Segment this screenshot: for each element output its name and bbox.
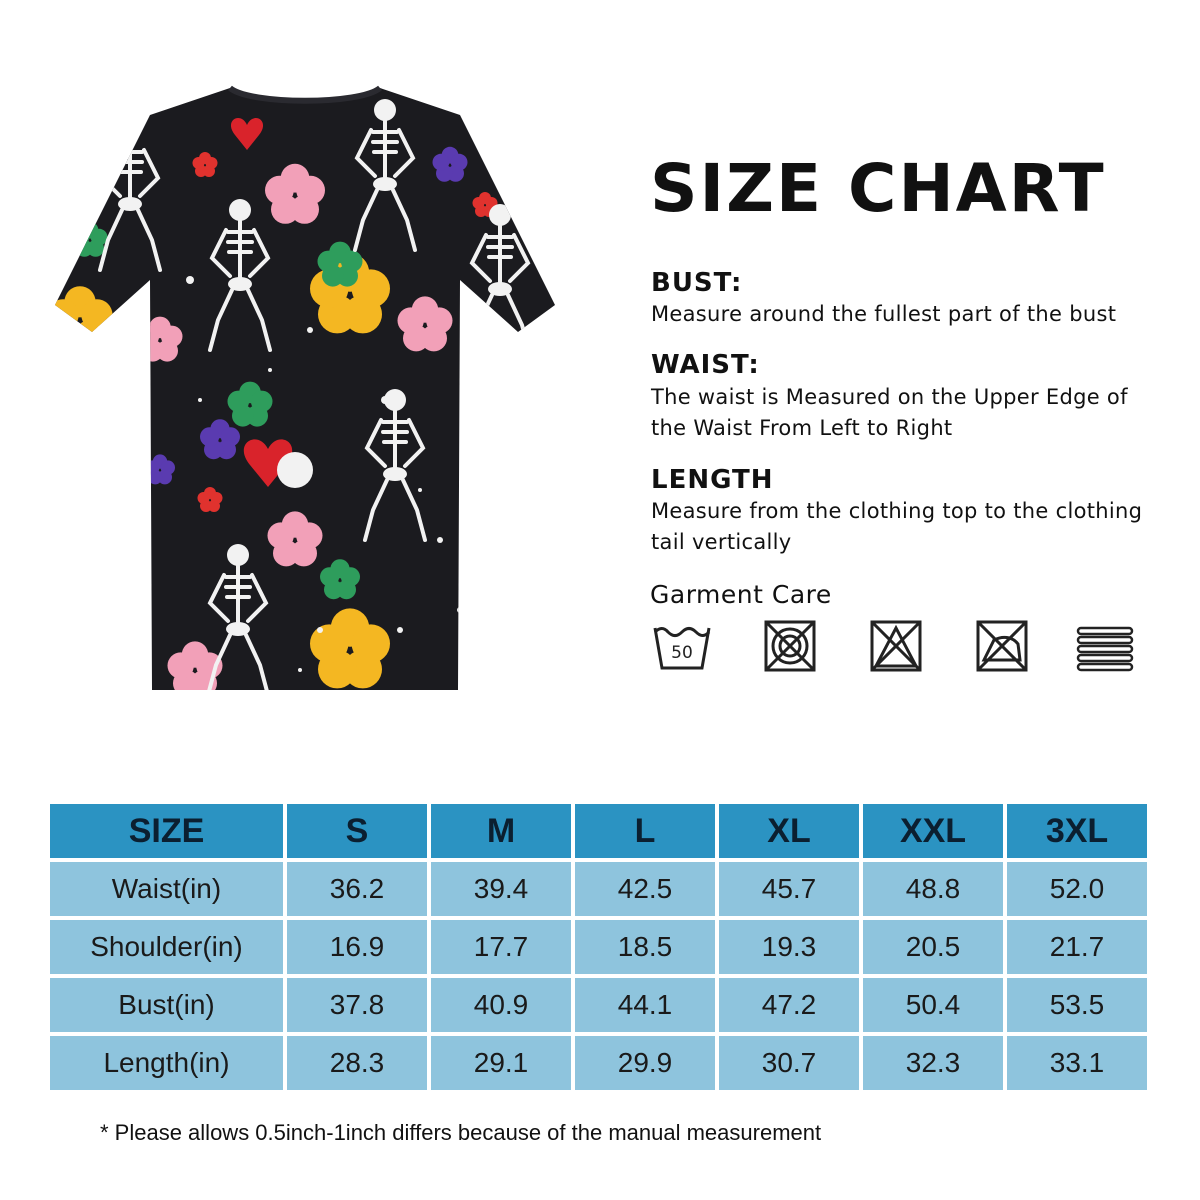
header-size: SIZE bbox=[50, 804, 283, 858]
table-row bbox=[50, 862, 1147, 916]
header-m: M bbox=[431, 804, 571, 858]
header-xl: XL bbox=[719, 804, 859, 858]
table-cell: 45.7 bbox=[719, 862, 859, 916]
waist-description: The waist is Measured on the Upper Edge of the Waist From Left to Right bbox=[651, 385, 1128, 440]
table-cell: 44.1 bbox=[575, 978, 715, 1032]
table-cell: 37.8 bbox=[287, 978, 427, 1032]
table-cell: 29.9 bbox=[575, 1036, 715, 1090]
table-cell: 20.5 bbox=[863, 920, 1003, 974]
table-cell: 33.1 bbox=[1007, 1036, 1147, 1090]
table-cell: 40.9 bbox=[431, 978, 571, 1032]
table-cell: 18.5 bbox=[575, 920, 715, 974]
row-label: Length(in) bbox=[50, 1036, 283, 1090]
table-cell: 50.4 bbox=[863, 978, 1003, 1032]
row-label: Waist(in) bbox=[50, 862, 283, 916]
length-description: Measure from the clothing top to the clothing tail vertically bbox=[651, 499, 1143, 554]
header-s: S bbox=[287, 804, 427, 858]
table-cell: 52.0 bbox=[1007, 862, 1147, 916]
waist-heading: WAIST: bbox=[651, 350, 760, 380]
header-3xl: 3XL bbox=[1007, 804, 1147, 858]
table-cell: 42.5 bbox=[575, 862, 715, 916]
no-tumble-dry-icon bbox=[760, 620, 820, 672]
measurement-note: * Please allows 0.5inch-1inch differs because of the manual measurement bbox=[100, 1120, 822, 1145]
length-heading: LENGTH bbox=[651, 465, 774, 495]
wash-50-icon bbox=[652, 620, 712, 672]
no-bleach-icon bbox=[866, 620, 926, 672]
table-cell: 53.5 bbox=[1007, 978, 1147, 1032]
size-table bbox=[46, 800, 1151, 1094]
table-cell: 16.9 bbox=[287, 920, 427, 974]
table-cell: 32.3 bbox=[863, 1036, 1003, 1090]
table-cell: 19.3 bbox=[719, 920, 859, 974]
no-iron-icon bbox=[972, 620, 1032, 672]
header-l: L bbox=[575, 804, 715, 858]
row-label: Shoulder(in) bbox=[50, 920, 283, 974]
header-xxl: XXL bbox=[863, 804, 1003, 858]
flat-dry-icon bbox=[1074, 620, 1134, 672]
table-header-row bbox=[50, 804, 1147, 858]
table-row bbox=[50, 1036, 1147, 1090]
table-cell: 36.2 bbox=[287, 862, 427, 916]
bust-description: Measure around the fullest part of the bust bbox=[651, 302, 1117, 326]
table-cell: 48.8 bbox=[863, 862, 1003, 916]
table-cell: 39.4 bbox=[431, 862, 571, 916]
table-cell: 17.7 bbox=[431, 920, 571, 974]
table-row bbox=[50, 978, 1147, 1032]
size-chart-title: SIZE CHART bbox=[650, 150, 1106, 227]
wash-temp-label: 50 bbox=[671, 643, 693, 663]
table-cell: 30.7 bbox=[719, 1036, 859, 1090]
table-cell: 28.3 bbox=[287, 1036, 427, 1090]
bust-heading: BUST: bbox=[651, 268, 743, 298]
table-cell: 29.1 bbox=[431, 1036, 571, 1090]
table-row bbox=[50, 920, 1147, 974]
row-label: Bust(in) bbox=[50, 978, 283, 1032]
tshirt-product-image bbox=[40, 70, 570, 710]
table-cell: 21.7 bbox=[1007, 920, 1147, 974]
garment-care-title: Garment Care bbox=[650, 580, 832, 609]
table-cell: 47.2 bbox=[719, 978, 859, 1032]
